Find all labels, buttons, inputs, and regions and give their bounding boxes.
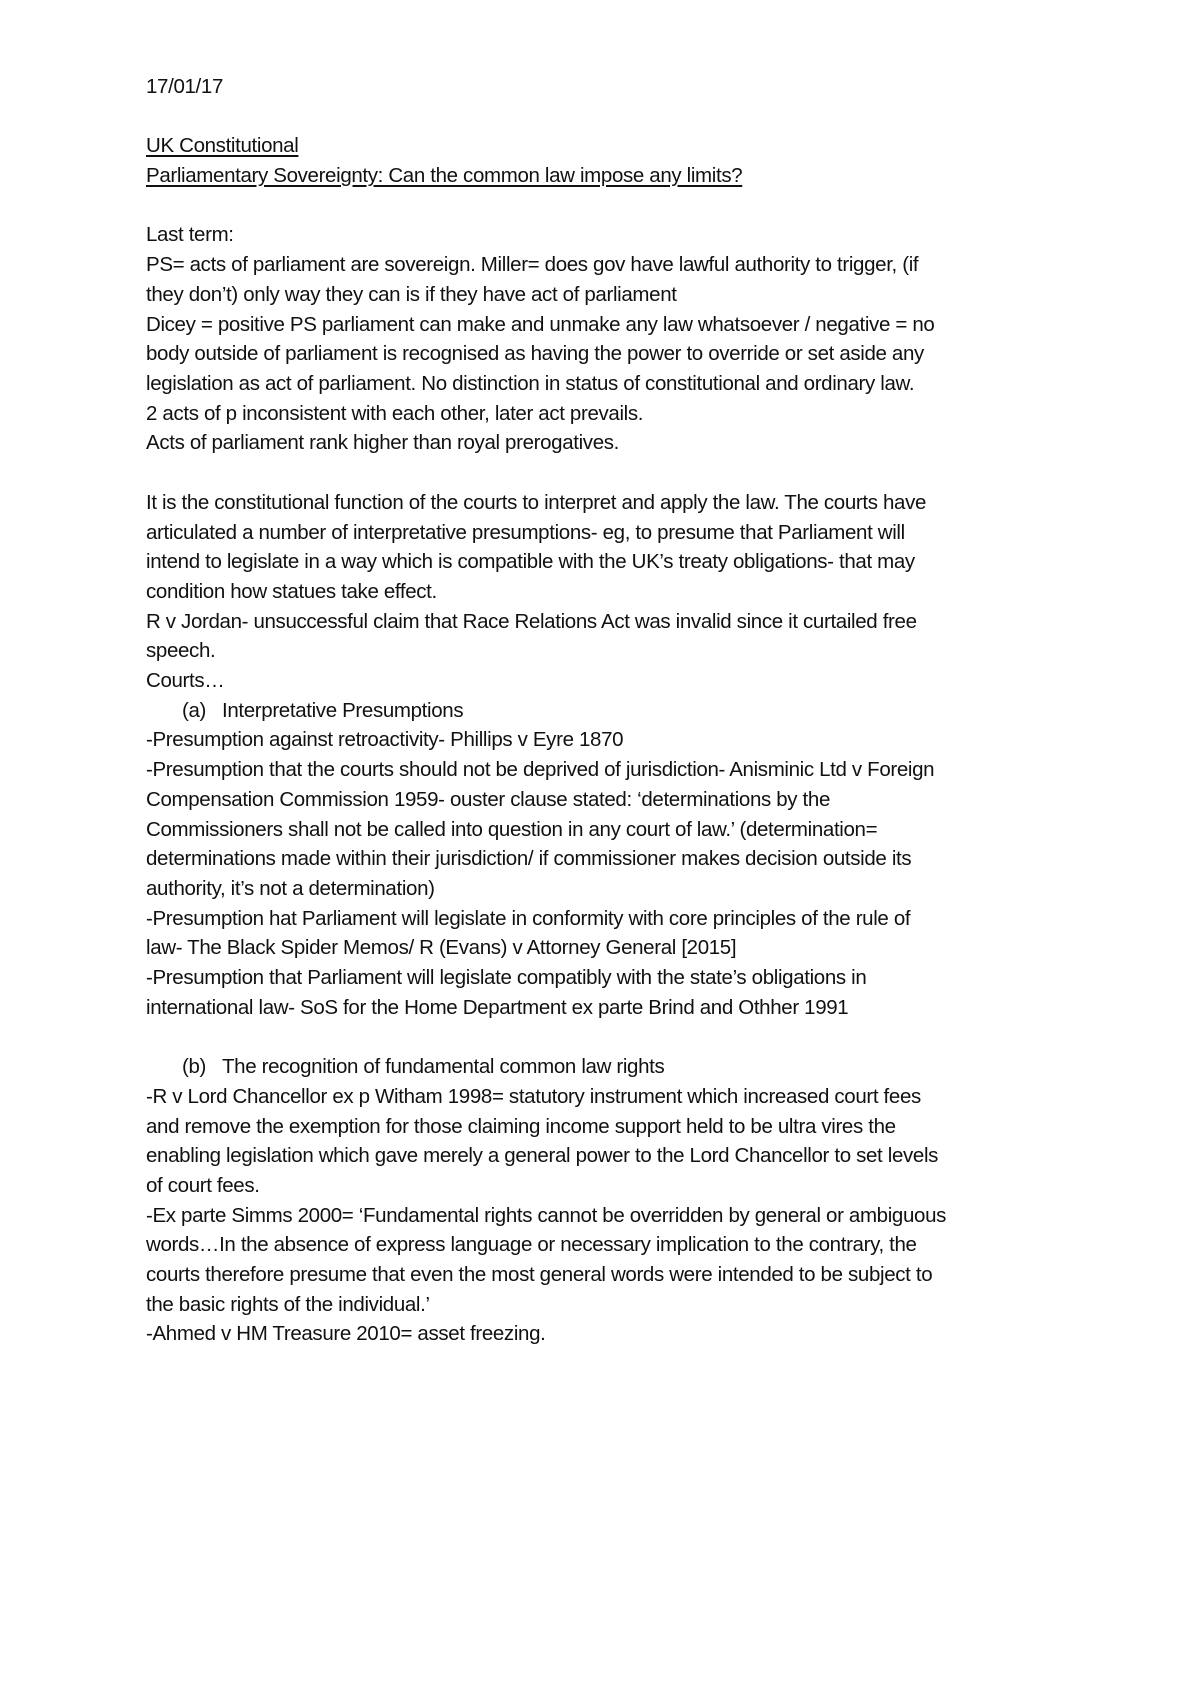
section-a-label: (a)	[182, 698, 207, 722]
last-term-heading: Last term:	[146, 223, 234, 247]
text-line: speech.	[146, 639, 216, 663]
text-line: -Presumption that the courts should not be deprived of jurisdiction- Anisminic Ltd v Foreign	[146, 758, 935, 782]
text-line: PS= acts of parliament are sovereign. Miller= does gov have lawful authority to trigger, (if	[146, 253, 919, 277]
section-b-label: (b)	[182, 1055, 207, 1079]
text-line: -Presumption hat Parliament will legislate in conformity with core principles of the rule of	[146, 906, 911, 930]
spacer	[146, 1022, 1076, 1052]
document-body	[146, 72, 1076, 1349]
text-line: of court fees.	[146, 1173, 260, 1197]
text-line: body outside of parliament is recognised as having the power to override or set aside any	[146, 342, 924, 366]
spacer	[146, 102, 1076, 132]
text-line: intend to legislate in a way which is compatible with the UK’s treaty obligations- that may	[146, 550, 915, 574]
title: UK Constitutional	[146, 134, 299, 158]
text-line: international law- SoS for the Home Department ex parte Brind and Othher 1991	[146, 995, 849, 1019]
text-line: they don’t) only way they can is if they have act of parliament	[146, 282, 677, 306]
section-a-title: Interpretative Presumptions	[222, 698, 464, 722]
text-line: legislation as act of parliament. No distinction in status of constitutional and ordinary law.	[146, 372, 915, 395]
spacer	[146, 191, 1076, 221]
text-line: -Ahmed v HM Treasure 2010= asset freezing.	[146, 1322, 546, 1346]
spacer	[146, 458, 1076, 488]
text-line: authority, it’s not a determination)	[146, 876, 435, 900]
text-line: determinations made within their jurisdiction/ if commissioner makes decision outside its	[146, 847, 912, 871]
section-b-heading	[146, 1052, 1076, 1082]
text-line: -Presumption against retroactivity- Phillips v Eyre 1870	[146, 728, 624, 752]
text-line: words…In the absence of express language or necessary implication to the contrary, the	[146, 1233, 917, 1257]
text-line: condition how statues take effect.	[146, 579, 437, 603]
text-line: 2 acts of p inconsistent with each other, later act prevails.	[146, 401, 644, 425]
text-line: -Ex parte Simms 2000= ‘Fundamental rights cannot be overridden by general or ambiguous	[146, 1203, 947, 1227]
section-a-heading	[146, 696, 1076, 726]
text-line: courts therefore presume that even the most general words were intended to be subject to	[146, 1263, 933, 1287]
text-line: -R v Lord Chancellor ex p Witham 1998= statutory instrument which increased court fees	[146, 1084, 921, 1108]
date: 17/01/17	[146, 75, 223, 98]
text-line: articulated a number of interpretative presumptions- eg, to presume that Parliament will	[146, 520, 905, 544]
subtitle: Parliamentary Sovereignty: Can the common law impose any limits?	[146, 164, 743, 188]
text-line: law- The Black Spider Memos/ R (Evans) v Attorney General [2015]	[146, 936, 737, 960]
text-line: Commissioners shall not be called into question in any court of law.’ (determination=	[146, 817, 878, 841]
text-line: enabling legislation which gave merely a general power to the Lord Chancellor to set levels	[146, 1144, 939, 1168]
text-line: Compensation Commission 1959- ouster clause stated: ‘determinations by the	[146, 787, 830, 811]
text-line: -Presumption that Parliament will legislate compatibly with the state’s obligations in	[146, 966, 867, 990]
text-line: Courts…	[146, 669, 225, 693]
section-b-title: The recognition of fundamental common law rights	[222, 1055, 665, 1079]
text-line: Acts of parliament rank higher than royal prerogatives.	[146, 431, 620, 455]
text-line: and remove the exemption for those claiming income support held to be ultra vires the	[146, 1114, 896, 1138]
text-line: R v Jordan- unsuccessful claim that Race Relations Act was invalid since it curtailed free	[146, 609, 917, 633]
text-line: the basic rights of the individual.’	[146, 1292, 430, 1316]
text-line: It is the constitutional function of the courts to interpret and apply the law. The courts have	[146, 490, 927, 514]
text-line: Dicey = positive PS parliament can make and unmake any law whatsoever / negative = no	[146, 312, 935, 336]
